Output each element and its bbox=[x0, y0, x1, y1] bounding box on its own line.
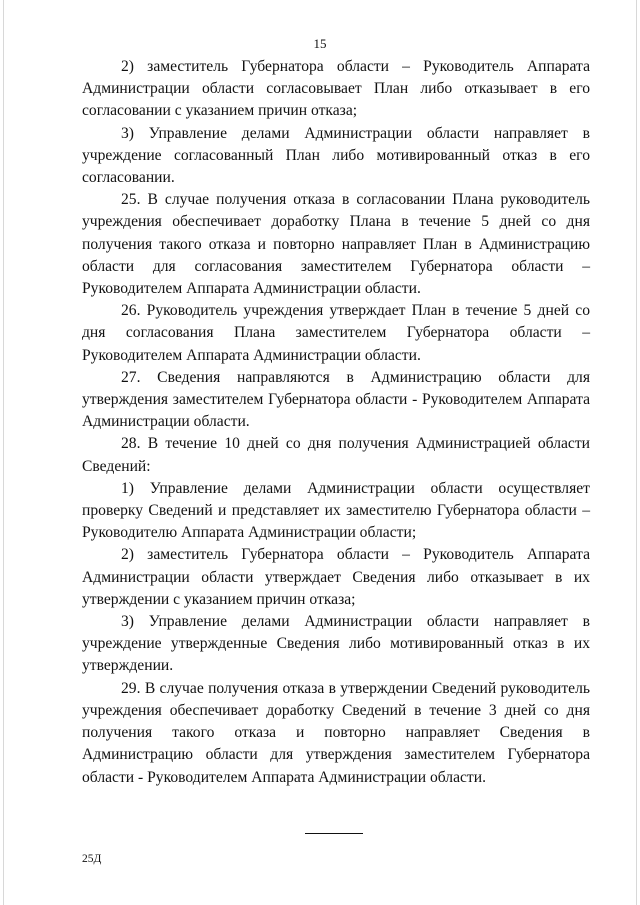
paragraph-28-item-3: 3) Управление делами Администрации области направляет в учреждение утвержденные Сведения либо мотивированный отказ в их утверждении. bbox=[82, 613, 590, 675]
paragraph-25: 25. В случае получения отказа в согласовании Плана руководитель учреждения обеспечивает доработку Плана в течение 5 дней со дня получения такого отказа и повторно направляет План в Администрацию области для согласования заместителем Губернатора области – Руководителем Аппарата Администрации области. bbox=[82, 191, 590, 298]
paragraph-26: 26. Руководитель учреждения утверждает План в течение 5 дней со дня согласования Плана заместителем Губернатора области – Руководителем Аппарата Администрации области. bbox=[82, 302, 590, 364]
page-right-edge bbox=[636, 0, 637, 905]
paragraph-28-item-2: 2) заместитель Губернатора области – Руководитель Аппарата Администрации области утверждает Сведения либо отказывает в их утверждении с указанием причин отказа; bbox=[82, 546, 590, 608]
paragraph-item-3-sending: 3) Управление делами Администрации области направляет в учреждение согласованный План либо мотивированный отказ в его согласовании. bbox=[82, 124, 590, 187]
paragraph-27: 27. Сведения направляются в Администрацию области для утверждения заместителем Губернатора области - Руководителем Аппарата Администрации области. bbox=[82, 368, 590, 431]
paragraph-29: 29. В случае получения отказа в утверждении Сведений руководитель учреждения обеспечивает доработку Сведений в течение 3 дней со дня получения такого отказа и повторно направляет Сведения в Администрацию области для утверждения заместителем Губернатора области - Руководителем Аппарата Администрации области. bbox=[82, 679, 590, 786]
end-rule bbox=[305, 833, 363, 834]
document-code: 25Д bbox=[82, 853, 102, 865]
paragraph-28: 28. В течение 10 дней со дня получения Администрацией области Сведений: bbox=[82, 435, 590, 475]
page-left-edge bbox=[3, 0, 4, 905]
document-body bbox=[82, 56, 590, 789]
paragraph-item-2-approval: 2) заместитель Губернатора области – Руководитель Аппарата Администрации области согласовывает План либо отказывает в его согласовании с указанием причин отказа; bbox=[82, 58, 590, 120]
page-number: 15 bbox=[313, 36, 327, 51]
paragraph-28-item-1: 1) Управление делами Администрации области осуществляет проверку Сведений и представляет их заместителю Губернатора области – Руководителю Аппарата Администрации области; bbox=[82, 479, 590, 542]
